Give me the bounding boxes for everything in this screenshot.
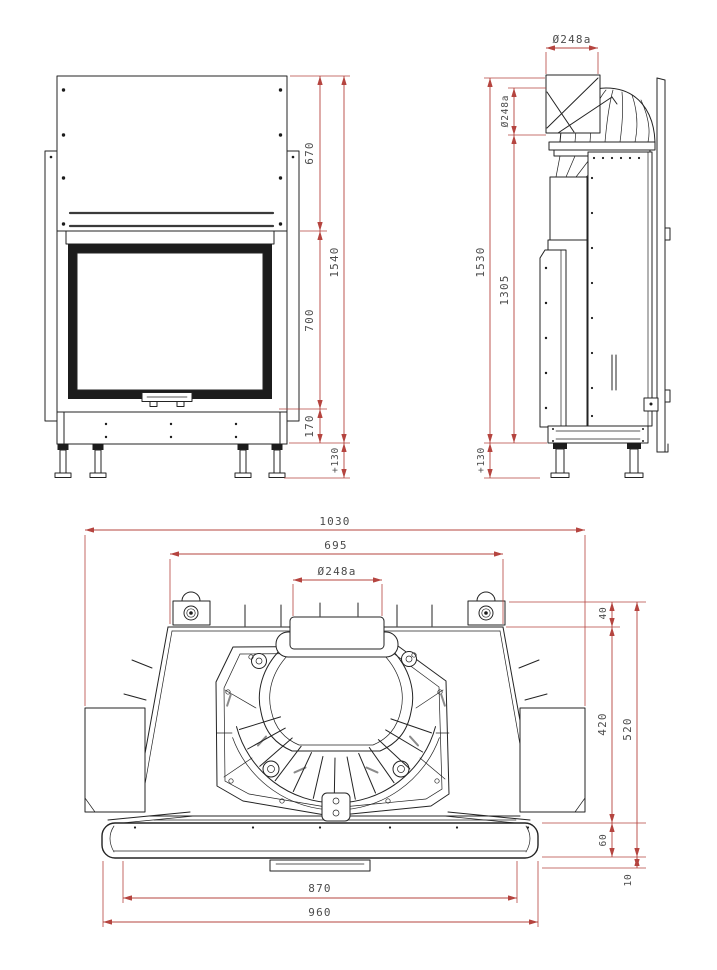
plan-view (85, 515, 646, 927)
side-base (548, 426, 648, 443)
back-panel (588, 152, 652, 426)
dim-side-1305: 1305 (498, 274, 511, 306)
front-view (45, 76, 350, 478)
side-view (474, 33, 670, 478)
dim-plan-420: 420 (596, 712, 609, 736)
dim-side-1530: 1530 (474, 246, 487, 278)
dim-plan-10: 10 (623, 873, 634, 887)
adjustable-legs (55, 444, 285, 478)
flue-collar-plan (245, 603, 432, 657)
cast-mark (226, 693, 232, 707)
dim-front-170: 170 (303, 414, 316, 438)
mounting-bracket-right (468, 592, 505, 625)
rear-convection-wall (657, 78, 670, 452)
bottom-clamp (322, 793, 350, 821)
dim-side-flue-top: Ø248a (552, 33, 592, 46)
glass-door (66, 231, 274, 417)
cast-plate-octagon (216, 646, 449, 816)
dim-front-670: 670 (303, 141, 316, 165)
dim-plan-1030: 1030 (319, 515, 351, 528)
dim-plan-870: 870 (308, 882, 332, 895)
dim-side-legs-130: +130 (476, 446, 487, 474)
dim-plan-40: 40 (598, 606, 609, 620)
dim-front-700: 700 (303, 308, 316, 332)
cast-mark (440, 693, 446, 707)
side-legs (551, 443, 643, 478)
door-handle (142, 393, 192, 407)
body-neck (550, 177, 587, 240)
base-plinth (57, 412, 287, 444)
dim-side-flue-rear: Ø248a (500, 94, 511, 128)
dim-plan-520: 520 (621, 717, 634, 741)
firebox-dome-top (259, 649, 412, 751)
dim-plan-960: 960 (308, 906, 332, 919)
dim-front-1540: 1540 (328, 246, 341, 278)
dim-plan-60: 60 (598, 833, 609, 847)
hood-panel (57, 76, 287, 231)
mounting-bracket-left (173, 592, 210, 625)
dim-plan-695: 695 (324, 539, 348, 552)
flue-adapter-box (546, 75, 617, 133)
front-bar (102, 823, 538, 871)
dim-plan-flue: Ø248a (317, 565, 357, 578)
dim-front-legs-130: +130 (330, 446, 341, 474)
